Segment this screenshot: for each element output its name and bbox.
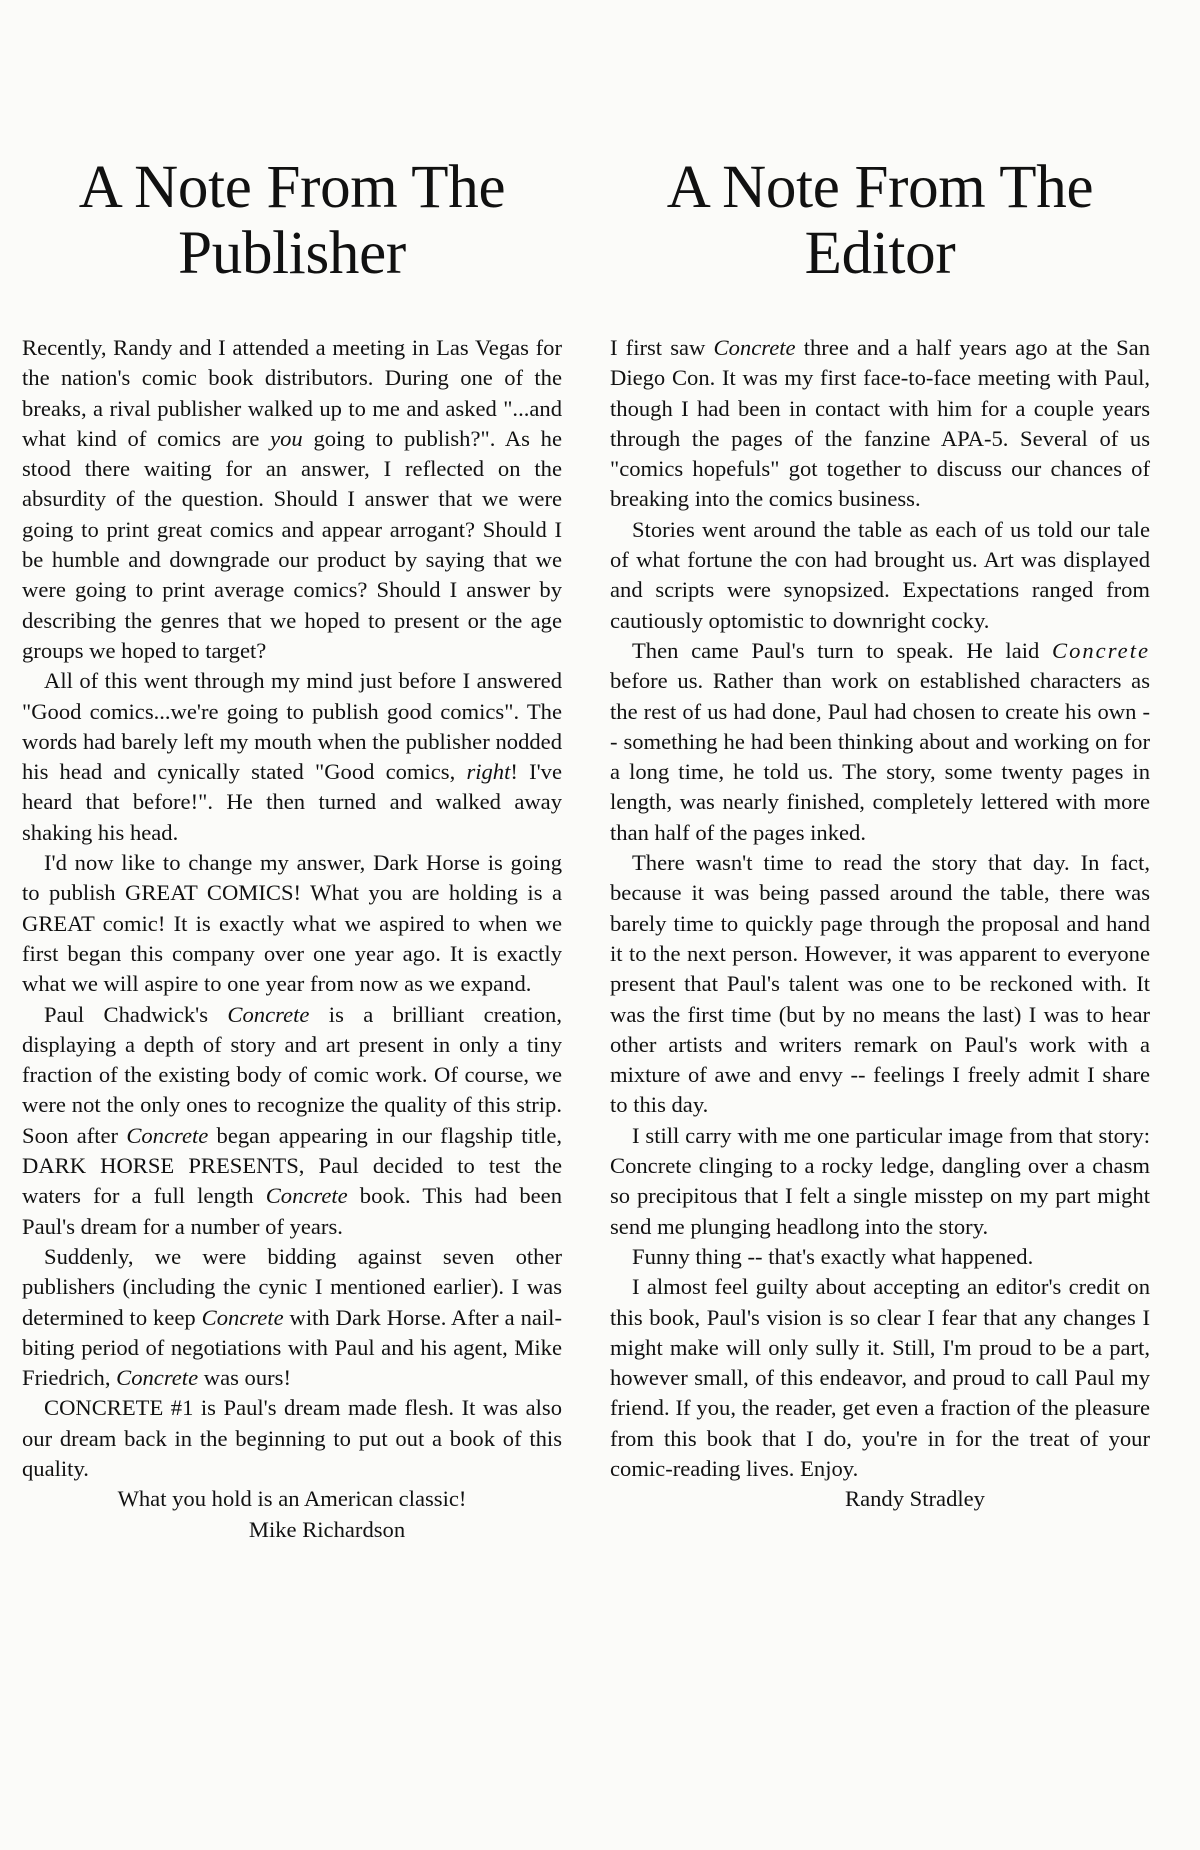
publisher-paragraph-4: Paul Chadwick's Concrete is a brilliant creation, displaying a depth of story and art present in only a tiny fraction of the existing body of comic work. Of course, we were not the only ones to recognize the quality of this strip. Soon after Concrete began appearing in our flagship title, DARK HORSE PRESENTS, Paul decided to test the waters for a full length Concrete book. This had been Paul's dream for a number of years. — [22, 1001, 562, 1239]
publisher-paragraph-3: I'd now like to change my answer, Dark Horse is going to publish GREAT COMICS! What you are holding is a GREAT comic! It is exactly what we aspired to when we first began this company over one year ago. It is exactly what we will aspire to one year from now as we expand. — [22, 850, 562, 997]
publisher-signature: Mike Richardson — [248, 1516, 406, 1542]
publisher-paragraph-7: What you hold is an American classic! — [117, 1486, 467, 1512]
editor-column — [610, 155, 1150, 1515]
publisher-paragraph-5: Suddenly, we were bidding against seven other publishers (including the cynic I mentioned earlier). I was determined to keep Concrete with Dark Horse. After a nail-biting period of negotiations with Paul and his agent, Mike Friedrich, Concrete was ours! — [22, 1243, 562, 1391]
publisher-paragraph-6: CONCRETE #1 is Paul's dream made flesh. It was also our dream back in the beginning to put out a book of this quality. — [22, 1395, 562, 1481]
editor-paragraph-5: I still carry with me one particular image from that story: Concrete clinging to a rocky ledge, dangling over a chasm so precipitous that I felt a single misstep on my part might send me plunging headlong into the story. — [610, 1122, 1150, 1239]
editor-paragraph-7: I almost feel guilty about accepting an editor's credit on this book, Paul's vision is so clear I fear that any changes I might make will only sully it. Still, I'm proud to be a part, however small, of this endeavor, and proud to call Paul my friend. If you, the reader, get even a fraction of the pleasure from this book that I do, you're in for the treat of your comic-reading lives. Enjoy. — [610, 1274, 1150, 1481]
editor-paragraph-4: There wasn't time to read the story that day. In fact, because it was being passed around the table, there was barely time to quickly page through the proposal and hand it to the next person. However, it was apparent to everyone present that Paul's talent was one to be reckoned with. It was the first time (but by no means the last) I was to hear other artists and writers remark on Paul's work with a mixture of awe and envy -- feelings I freely admit I share to this day. — [610, 850, 1150, 1118]
publisher-paragraph-2: All of this went through my mind just before I answered "Good comics...we're going to publish good comics". The words had barely left my mouth when the publisher nodded his head and cynically stated "Good comics, right! I've heard that before!". He then turned and walked away shaking his head. — [22, 668, 563, 845]
editor-paragraph-6: Funny thing -- that's exactly what happened. — [632, 1243, 1034, 1269]
publisher-column — [22, 155, 562, 1545]
editor-paragraph-3: Then came Paul's turn to speak. He laid Concrete before us. Rather than work on established characters as the rest of us had done, Paul had chosen to create his own -- something he had been thinking about and working on for a long time, he told us. The story, some twenty pages in length, was nearly finished, completely lettered with more than half of the pages inked. — [610, 637, 1150, 845]
editor-paragraph-2: Stories went around the table as each of us told our tale of what fortune the con had brought us. Art was displayed and scripts were synopsized. Expectations ranged from cautiously optomistic to downright cocky. — [610, 516, 1150, 633]
editor-heading-line2: Editor — [804, 220, 956, 287]
publisher-heading-line1: A Note From The — [78, 154, 506, 221]
publisher-paragraph-1: Recently, Randy and I attended a meeting in Las Vegas for the nation's comic book distributors. During one of the breaks, a rival publisher walked up to me and asked "...and what kind of comics are you going to publish?". As he stood there waiting for an answer, I reflected on the absurdity of the question. Should I answer that we were going to print great comics and appear arrogant? Should I be humble and downgrade our product by saying that we were going to print average comics? Should I answer by describing the genres that we hoped to present or the age groups we hoped to target? — [22, 335, 563, 663]
publisher-heading-line2: Publisher — [178, 220, 406, 287]
editor-heading-line1: A Note From The — [666, 154, 1094, 221]
editor-paragraph-1: I first saw Concrete three and a half years ago at the San Diego Con. It was my first face-to-face meeting with Paul, though I had been in contact with him for a couple years through the pages of the fanzine APA-5. Several of us "comics hopefuls" got together to discuss our chances of breaking into the comics business. — [610, 335, 1150, 512]
editor-body — [610, 333, 1150, 1515]
publisher-heading — [22, 155, 562, 287]
publisher-body — [22, 333, 562, 1545]
editor-heading — [610, 155, 1150, 287]
editor-signature: Randy Stradley — [845, 1486, 985, 1512]
